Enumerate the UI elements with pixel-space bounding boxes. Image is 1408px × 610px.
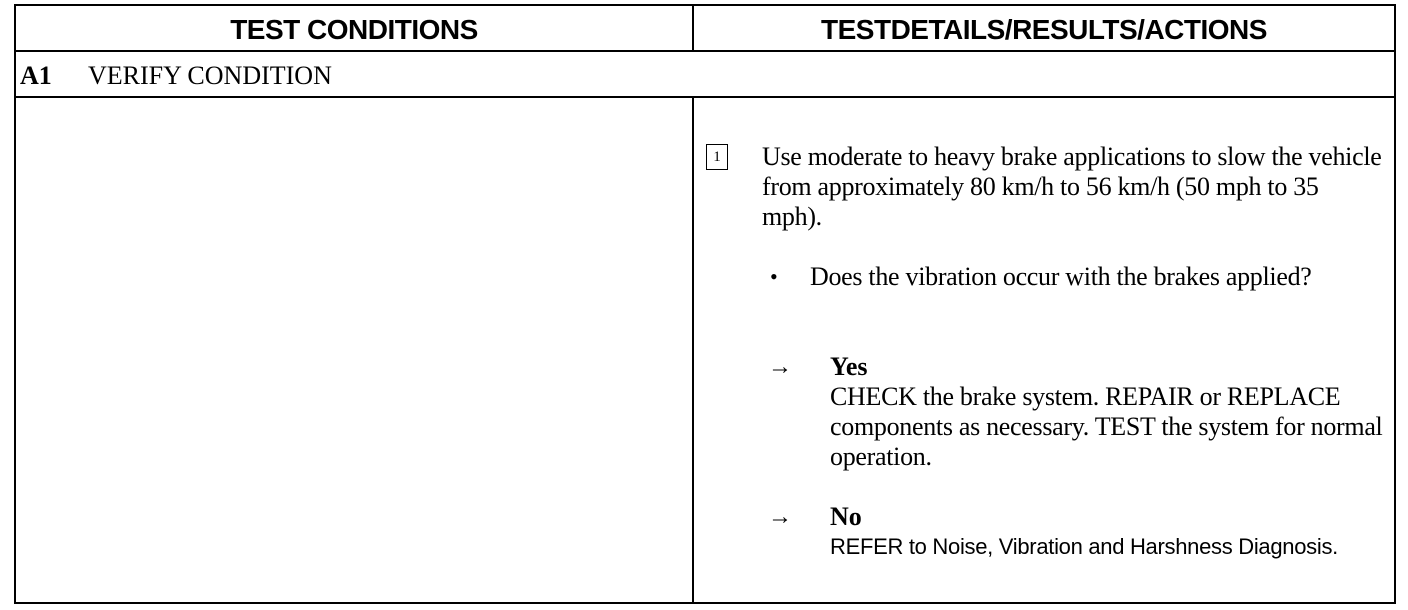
- yes-action: CHECK the brake system. REPAIR or REPLACE components as necessary. TEST the system for normal operation.: [830, 382, 1383, 471]
- header-test-conditions: TEST CONDITIONS: [16, 6, 694, 50]
- header-test-details: TESTDETAILS/RESULTS/ACTIONS: [821, 14, 1267, 45]
- table-header: [16, 6, 1394, 52]
- yes-label: Yes: [830, 352, 868, 381]
- step-instruction: Use moderate to heavy brake applications to slow the vehicle from approximately 80 km/h to 56 km/h (50 mph to 35 mph).: [762, 142, 1382, 231]
- test-details-cell: [694, 98, 1394, 604]
- diagnostic-table: [14, 4, 1396, 604]
- step-number-box: 1: [706, 144, 728, 170]
- bullet-icon: •: [770, 264, 778, 289]
- arrow-right-icon: →: [768, 504, 792, 530]
- section-id: A1: [20, 61, 52, 90]
- arrow-right-icon: →: [768, 354, 792, 380]
- section-row: [16, 52, 1394, 98]
- section-title: VERIFY CONDITION: [88, 61, 332, 90]
- no-action: REFER to Noise, Vibration and Harshness Diagnosis.: [830, 534, 1338, 559]
- step-question: Does the vibration occur with the brakes applied?: [810, 262, 1312, 291]
- no-label: No: [830, 502, 862, 531]
